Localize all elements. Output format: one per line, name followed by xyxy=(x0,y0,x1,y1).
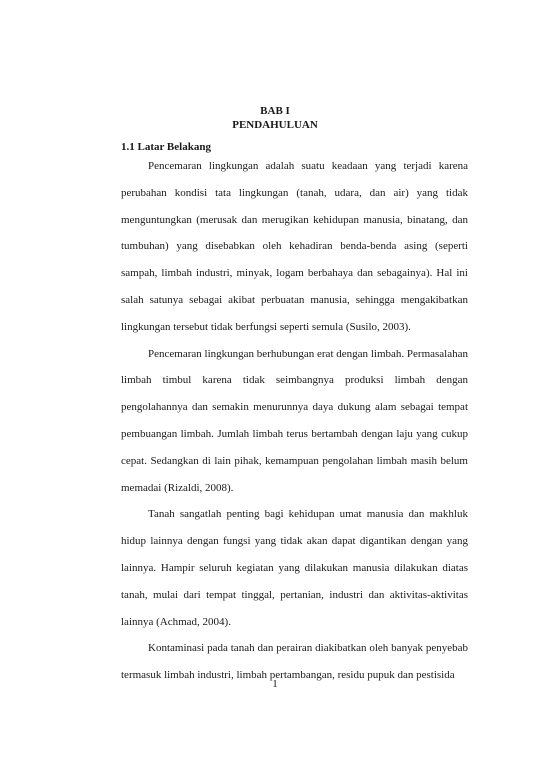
paragraph: Tanah sangatlah penting bagi kehidupan umat manusia dan makhluk hidup lainnya dengan fungsi yang tidak akan dapat digantikan dengan yang lainnya. Hampir seluruh kegiatan yang dilakukan manusia dilakukan diatas tanah, mulai dari tempat tinggal, pertanian, industri dan aktivitas-aktivitas lainnya (Achmad, 2004). xyxy=(121,508,468,628)
paragraph: Kontaminasi pada tanah dan perairan diakibatkan oleh banyak penyebab termasuk limbah industri, limbah pertambangan, residu pupuk dan pestisida xyxy=(121,642,468,682)
chapter-number: BAB I xyxy=(260,105,290,117)
page-number: 1 xyxy=(272,678,278,690)
paragraph: Pencemaran lingkungan berhubungan erat dengan limbah. Permasalahan limbah timbul karena tidak seimbangnya produksi limbah dengan pengolahannya dan semakin menurunnya daya dukung alam sebagai tempat pembuangan limbah. Jumlah limbah terus bertambah dengan laju yang cukup cepat. Sedangkan di lain pihak, kemampuan pengolahan limbah masih belum memadai (Rizaldi, 2008). xyxy=(121,347,468,494)
chapter-title: PENDAHULUAN xyxy=(232,119,318,131)
body-text xyxy=(121,153,468,689)
section-title: 1.1 Latar Belakang xyxy=(121,141,211,153)
paragraph: Pencemaran lingkungan adalah suatu keadaan yang terjadi karena perubahan kondisi tata lingkungan (tanah, udara, dan air) yang tidak menguntungkan (merusak dan merugikan kehidupan manusia, binatang, dan tumbuhan) yang disebabkan oleh kehadiran benda-benda asing (seperti sampah, limbah industri, minyak, logam berbahaya dan sebagainya). Hal ini salah satunya sebagai akibat perbuatan manusia, sehingga mengakibatkan lingkungan tersebut tidak berfungsi seperti semula (Susilo, 2003). xyxy=(121,160,468,333)
